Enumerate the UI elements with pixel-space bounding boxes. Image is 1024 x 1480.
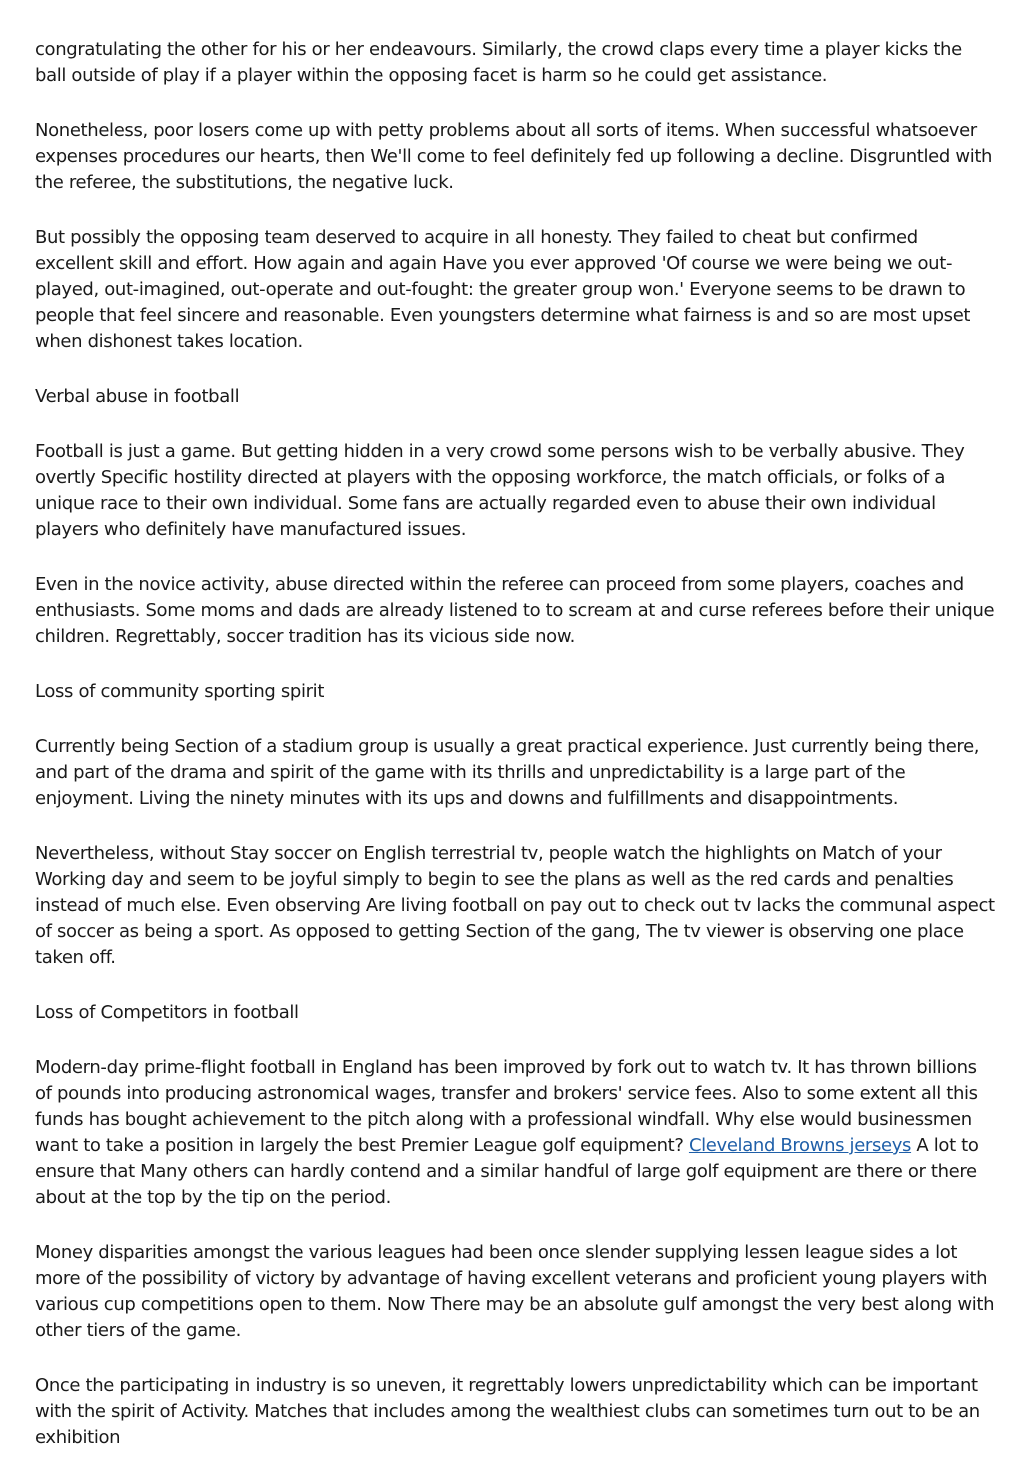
paragraph-poor-losers: Nonetheless, poor losers come up with petty problems about all sorts of items. When successful whatsoever expenses procedures our hearts, then We'll come to feel definitely fed up following a decline. Disgruntled with the referee, the substitutions, the negative luck. bbox=[35, 120, 993, 193]
paragraph-sportsmanship: congratulating the other for his or her endeavours. Similarly, the crowd claps every time a player kicks the ball outside of play if a player within the opposing facet is harm so he could get assistance. bbox=[35, 39, 962, 86]
section-heading-verbal-abuse: Verbal abuse in football bbox=[35, 386, 240, 407]
paragraph-tv-viewing: Nevertheless, without Stay soccer on English terrestrial tv, people watch the highlights on Match of your Working day and seem to be joyful simply to begin to see the plans as well as the red cards and penalties instead of much else. Even observing Are living football on pay out to check out tv lacks the communal aspect of soccer as being a sport. As opposed to getting Section of the gang, The tv viewer is observing one place taken off. bbox=[35, 843, 995, 968]
section-heading-community-spirit: Loss of community sporting spirit bbox=[35, 681, 325, 702]
document-page bbox=[35, 37, 995, 1480]
paragraph-uneven-field: Once the participating in industry is so uneven, it regrettably lowers unpredictability which can be important with the spirit of Activity. Matches that includes among the wealthiest clubs can sometimes turn out to be an exhibition bbox=[35, 1375, 980, 1448]
paragraph-text-after-link: A lot to ensure that Many others can hardly contend and a similar handful of large golf equipment are there or there about at the top by the tip on the period. bbox=[35, 1135, 979, 1208]
paragraph-money-disparities: Money disparities amongst the various leagues had been once slender supplying lessen league sides a lot more of the possibility of victory by advantage of having excellent veterans and proficient young players with various cup competitions open to them. Now There may be an absolute gulf amongst the very best along with other tiers of the game. bbox=[35, 1242, 995, 1341]
paragraph-premier-league bbox=[35, 1055, 995, 1211]
cleveland-browns-jerseys-link[interactable]: Cleveland Browns jerseys bbox=[688, 1135, 912, 1156]
paragraph-text-before-link: Modern-day prime-flight football in England has been improved by fork out to watch tv. It has thrown billions of pounds into producing astronomical wages, transfer and brokers' service fees. Also to some extent all this funds has bought achievement to the pitch along with a professional windfall. Why else would businessmen want to take a position in largely the best Premier League golf equipment? bbox=[35, 1057, 978, 1156]
paragraph-fairness: But possibly the opposing team deserved to acquire in all honesty. They failed to cheat but confirmed excellent skill and effort. How again and again Have you ever approved 'Of course we were being we out-played, out-imagined, out-operate and out-fought: the greater group won.' Everyone seems to be drawn to people that feel sincere and reasonable. Even youngsters determine what fairness is and so are most upset when dishonest takes location. bbox=[35, 227, 971, 352]
paragraph-referee-abuse: Even in the novice activity, abuse directed within the referee can proceed from some players, coaches and enthusiasts. Some moms and dads are already listened to to scream at and curse referees before their unique children. Regrettably, soccer tradition has its vicious side now. bbox=[35, 574, 995, 647]
section-heading-competition: Loss of Competitors in football bbox=[35, 1002, 299, 1023]
paragraph-verbal-abuse: Football is just a game. But getting hidden in a very crowd some persons wish to be verbally abusive. They overtly Specific hostility directed at players with the opposing workforce, the match officials, or folks of a unique race to their own individual. Some fans are actually regarded even to abuse their own individual players who definitely have manufactured issues. bbox=[35, 441, 965, 540]
paragraph-stadium-experience: Currently being Section of a stadium group is usually a great practical experience. Just currently being there, and part of the drama and spirit of the game with its thrills and unpredictability is a large part of the enjoyment. Living the ninety minutes with its ups and downs and fulfillments and disappointments. bbox=[35, 736, 980, 809]
